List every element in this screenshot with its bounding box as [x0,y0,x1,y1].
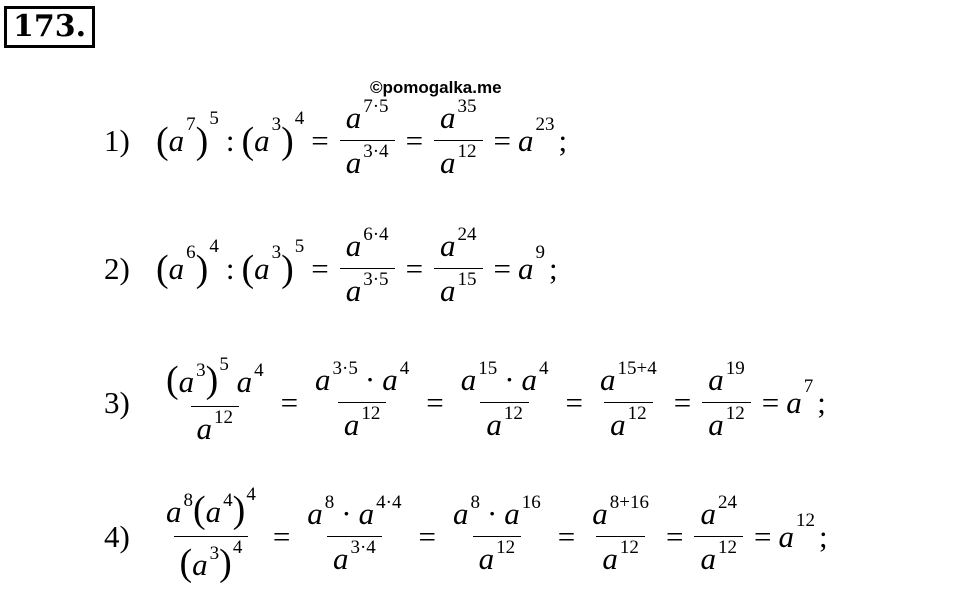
exponent: 3 [271,113,282,135]
semicolon: ; [817,384,826,420]
fraction: $\frac{a ^{24}}{a ^{12}}$ [694,496,743,577]
fraction: $\frac{(a ^3)^5 a ^4}{a ^{12}}$ [166,354,264,446]
equation-line-4 [104,484,828,585]
equation-line-2 [104,224,558,309]
fraction: $\frac{a ^{7\cdot 5}}{a ^{3\cdot 4}}$ [340,100,395,181]
exponent: 3 [271,241,282,263]
operator: = [311,250,329,286]
line-label: 1) [104,122,130,158]
operator: = [280,384,299,420]
exponent: 5 [209,107,219,129]
variable: a [254,250,270,286]
paren: ( [156,119,169,162]
paren: ) [281,119,294,162]
exponent: 4 [294,107,305,129]
exponent: 4 [209,235,219,257]
variable: a [786,384,802,420]
fraction: $\frac{a ^8(a ^4)^4}{(a ^3)^4}$ [166,484,256,584]
fraction: $\frac{a ^{6\cdot 4}}{a ^{3\cdot 5}}$ [340,228,395,309]
operator: : [225,122,235,158]
operator: = [665,518,684,554]
operator: : [225,250,235,286]
operator: = [673,384,692,420]
variable: a [778,518,794,554]
semicolon: ; [549,250,558,286]
equation-line-1 [104,96,568,181]
line-label: 3) [104,384,130,420]
paren: ) [195,247,209,290]
operator: = [418,518,436,554]
paren: ( [241,119,255,162]
watermark: ©pomogalka.me [370,78,502,97]
operator: = [493,122,512,158]
variable: a [168,122,185,158]
operator: = [565,384,583,420]
equation-line-3 [104,354,826,447]
paren: ) [281,247,294,290]
operator: = [311,122,329,158]
variable: a [518,122,534,158]
paren: ) [195,119,209,162]
operator: = [405,122,424,158]
exponent: 7 [803,375,814,397]
semicolon: ; [818,518,828,554]
fraction: $\frac{a ^{19}}{a ^{12}}$ [702,362,751,443]
fraction: $\frac{a ^{15} \cdot a ^4}{a ^{12}}$ [460,358,549,442]
operator: = [426,384,444,420]
paren: ( [241,247,255,290]
fraction: $\frac{a ^{8+16}}{a ^{12}}$ [592,492,649,576]
operator: = [753,518,772,554]
line-label: 2) [104,250,130,286]
exponent: 12 [795,509,815,531]
operator: = [405,250,424,286]
operator: = [761,384,780,420]
fraction: $\frac{a ^{15+4}}{a ^{12}}$ [600,358,657,442]
operator: = [557,518,576,554]
operator: = [272,518,291,554]
exponent: 5 [294,235,305,257]
exponent: 9 [535,241,546,263]
semicolon: ; [558,122,568,158]
fraction: $\frac{a ^{24}}{a ^{15}}$ [434,228,483,309]
fraction: $\frac{a ^{35}}{a ^{12}}$ [434,100,483,181]
fraction: $\frac{a ^8 \cdot a ^{16}}{a ^{12}}$ [452,492,541,576]
exponent: 7 [186,113,196,135]
operator: = [493,250,512,286]
exponent: 23 [535,113,555,135]
paren: ( [156,247,169,290]
variable: a [518,250,534,286]
fraction: $\frac{a ^{3\cdot 5} \cdot a ^4}{a ^{12}}$ [315,358,410,442]
exponent: 6 [186,241,196,263]
fraction: $\frac{a ^8 \cdot a ^{4\cdot 4}}{a ^{3\cdot 4}}$ [307,492,402,576]
variable: a [254,122,270,158]
line-label: 4) [104,518,130,554]
problem-number: 173. [4,6,95,48]
variable: a [168,250,185,286]
